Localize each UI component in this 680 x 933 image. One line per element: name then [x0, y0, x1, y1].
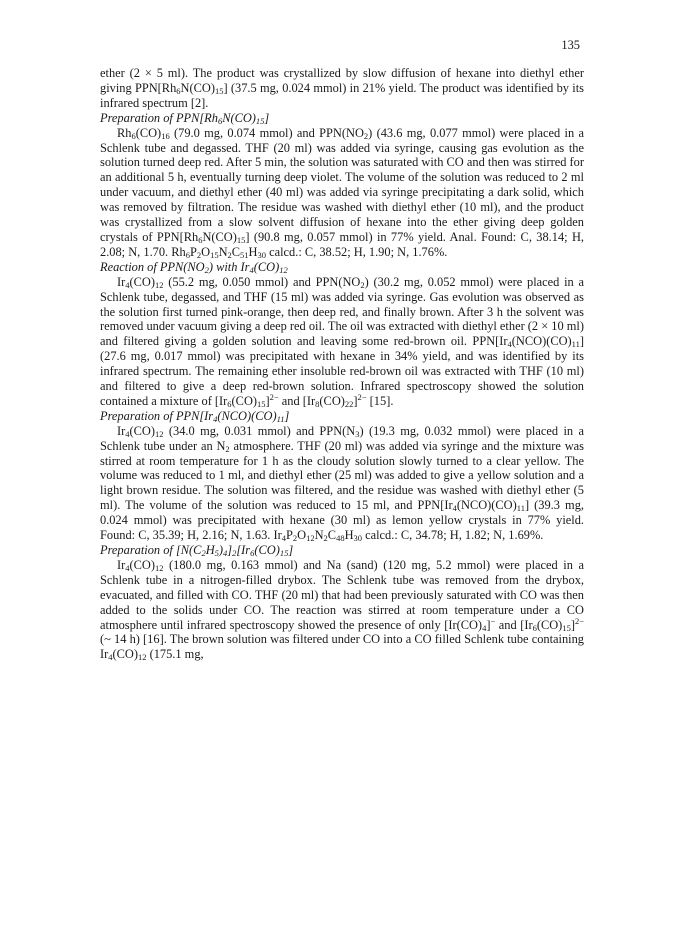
section-body-ir4-nco: $Ir_4(CO)_{12}$ (34.0 mg, 0.031 mmol) and $PPN(N_3)$ (19.3 mg, 0.032 mmol) were placed in a Schlenk tube under an $N_2$ atmosphere. THF (20 ml) was added via syringe and the mixture was stirred at room temperature for 1 h as the cloudy solution slowly turned to a clear yellow. The volume was reduced to 1 ml, and diethyl ether (25 ml) was added to give a yellow solution and a light brown residue. The solution was filtered, and the residue was washed with diethyl ether (5 ml). The volume of the solution was reduced to 15 ml, and $PPN[Ir_4(NCO)(CO)_{11}]$ (39.3 mg, 0.024 mmol) was precipitated with hexane (30 ml) as lemon yellow crystals in 77% yield. Found: C, 35.39; H, 2.16; N, 1.63. $Ir_4P_2O_{12}N_2C_{48}H_{30}$ calcd.: C, 34.78; H, 1.82; N, 1.69%.: [100, 423, 584, 544]
section-body-reaction: $Ir_4(CO)_{12}$ (55.2 mg, 0.050 mmol) and $PPN(NO_2)$ (30.2 mg, 0.052 mmol) were placed in a Schlenk tube, degassed, and THF (15 ml) was added via syringe. Gas evolution was observed as the solution first turned pink-orange, then deep red, and finally brown. After 3 h the solvent was removed under vacuum giving a deep red oil. The oil was extracted with diethyl ether (2 × 10 ml) and filtered giving a golden solution and leaving some red-brown oil. $PPN[Ir_4(NCO)(CO)_{11}]$ (27.6 mg, 0.017 mmol) was precipitated with hexane in 34% yield, and was identified by its infrared spectrum. The remaining ether insoluble red-brown oil was extracted with THF (10 ml) and filtered to give a deep red-brown solution. Infrared spectroscopy showed the solution contained a mixture of $[Ir_6(CO)_{15}]^{2-}$ and $[Ir_8(CO)_{22}]^{2-}$ [15].: [100, 274, 584, 409]
section-heading-ir4-nco: Preparation of $PPN[Ir_4(NCO)(CO)_{11}]$: [100, 408, 290, 424]
section-body-rh6: $Rh_6(CO)_{16}$ (79.0 mg, 0.074 mmol) and $PPN(NO_2)$ (43.6 mg, 0.077 mmol) were placed in a Schlenk tube and degassed. THF (20 ml) was added via syringe, causing gas evolution as the solution turned deep red. After 5 min, the solution was saturated with CO and then was stirred for an additional 5 h, eventually turning deep violet. The volume of the solution was reduced to 2 ml under vacuum, and diethyl ether (40 ml) was added via syringe precipitating a dark solid, which was removed by filtration. The residue was washed with diethyl ether (10 ml), and the product was crystallized from a slow solvent diffusion of hexane into the ether giving deep golden crystals of $PPN[Rh_6N(CO)_{15}]$ (90.8 mg, 0.057 mmol) in 77% yield. Anal. Found: C, 38.14; H, 2.08; N, 1.70. $Rh_6P_2O_{15}N_2C_{51}H_{30}$ calcd.: C, 38.52; H, 1.90; N, 1.76%.: [100, 125, 584, 260]
section-heading-ir6: Preparation of $[N(C_2H_5)_4]_2[Ir_6(CO)_{15}]$: [100, 543, 294, 558]
section-heading-rh6: Preparation of $PPN[Rh_6N(CO)_{15}]$: [100, 110, 270, 126]
section-heading-reaction: Reaction of $PPN(NO_2)$ with $Ir_4(CO)_{12}$: [100, 259, 288, 275]
text-column: [100, 66, 584, 662]
intro-paragraph: ether (2 × 5 ml). The product was crystallized by slow diffusion of hexane into diethyl ether giving $PPN[Rh_6N(CO)_{15}]$ (37.5 mg, 0.024 mmol) in 21% yield. The product was identified by its infrared spectrum [2].: [100, 66, 584, 110]
page-number: 135: [561, 38, 580, 52]
section-body-ir6: $Ir_4(CO)_{12}$ (180.0 mg, 0.163 mmol) and Na (sand) (120 mg, 5.2 mmol) were placed in a Schlenk tube in a nitrogen-filled drybox. The Schlenk tube was removed from the drybox, evacuated, and filled with CO. THF (20 ml) that had been previously saturated with CO was then added to the solids under CO. The reaction was stirred at room temperature under a CO atmosphere until infrared spectroscopy showed the presence of only $[Ir(CO)_4]^-$ and $[Ir_6(CO)_{15}]^{2-}$ (~ 14 h) [16]. The brown solution was filtered under CO into a CO filled Schlenk tube containing $Ir_4(CO)_{12}$ (175.1 mg,: [100, 557, 584, 663]
